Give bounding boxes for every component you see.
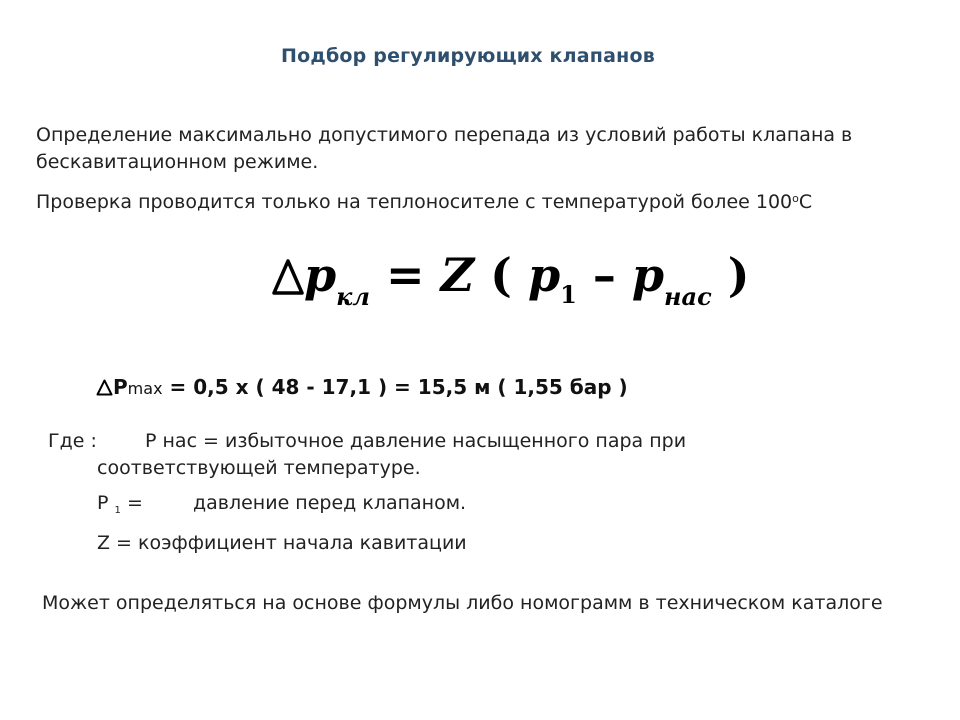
- pnas-definition-line2: соответствующей температуре.: [97, 457, 421, 479]
- pnas-definition-line1: P нас = избыточное давление насыщенного пара при: [145, 430, 687, 452]
- formula-p1-sub: 1: [560, 280, 577, 309]
- p1-definition-symbol: [97, 490, 143, 524]
- p1-definition-text: давление перед клапаном.: [193, 492, 467, 514]
- formula-equals: =: [386, 248, 425, 302]
- z-definition: Z = коэффициент начала кавитации: [97, 532, 467, 554]
- where-label: Где :: [48, 430, 97, 452]
- formula-pnas-var: p: [631, 248, 665, 302]
- main-formula: [272, 248, 749, 328]
- calc-var: P: [113, 375, 128, 399]
- p1-var: P: [97, 492, 109, 514]
- formula-lhs-sub: кл: [336, 282, 370, 311]
- delta-small-icon: [96, 377, 113, 401]
- calc-sub: max: [127, 379, 163, 398]
- slide-title: Подбор регулирующих клапанов: [281, 45, 655, 67]
- formula-open-paren: (: [490, 248, 512, 302]
- formula-close-paren: ): [727, 248, 750, 302]
- intro-paragraph: Определение максимально допустимого перепада из условий работы клапана в бескавитационном режиме.: [36, 124, 853, 173]
- delta-icon: [272, 259, 304, 295]
- formula-minus: –: [592, 248, 616, 302]
- condition-paragraph: [36, 185, 936, 216]
- closing-paragraph: Может определяться на основе формулы либо номограмм в техническом каталоге: [42, 592, 883, 614]
- p1-sub: 1: [114, 505, 121, 516]
- degree-mark: о: [792, 192, 799, 205]
- temperature-unit: С: [798, 191, 813, 213]
- formula-coef: Z: [440, 248, 475, 302]
- condition-text: Проверка проводится только на теплоносителе с температурой более 100: [36, 191, 793, 213]
- p1-eq: =: [126, 492, 143, 514]
- formula-lhs-var: p: [304, 248, 337, 302]
- formula-p1-var: p: [527, 248, 561, 302]
- formula-pnas-sub: нас: [664, 282, 712, 311]
- calc-expression: = 0,5 х ( 48 - 17,1 ) = 15,5 м ( 1,55 бар ): [169, 375, 628, 399]
- calculation-line: [96, 375, 628, 401]
